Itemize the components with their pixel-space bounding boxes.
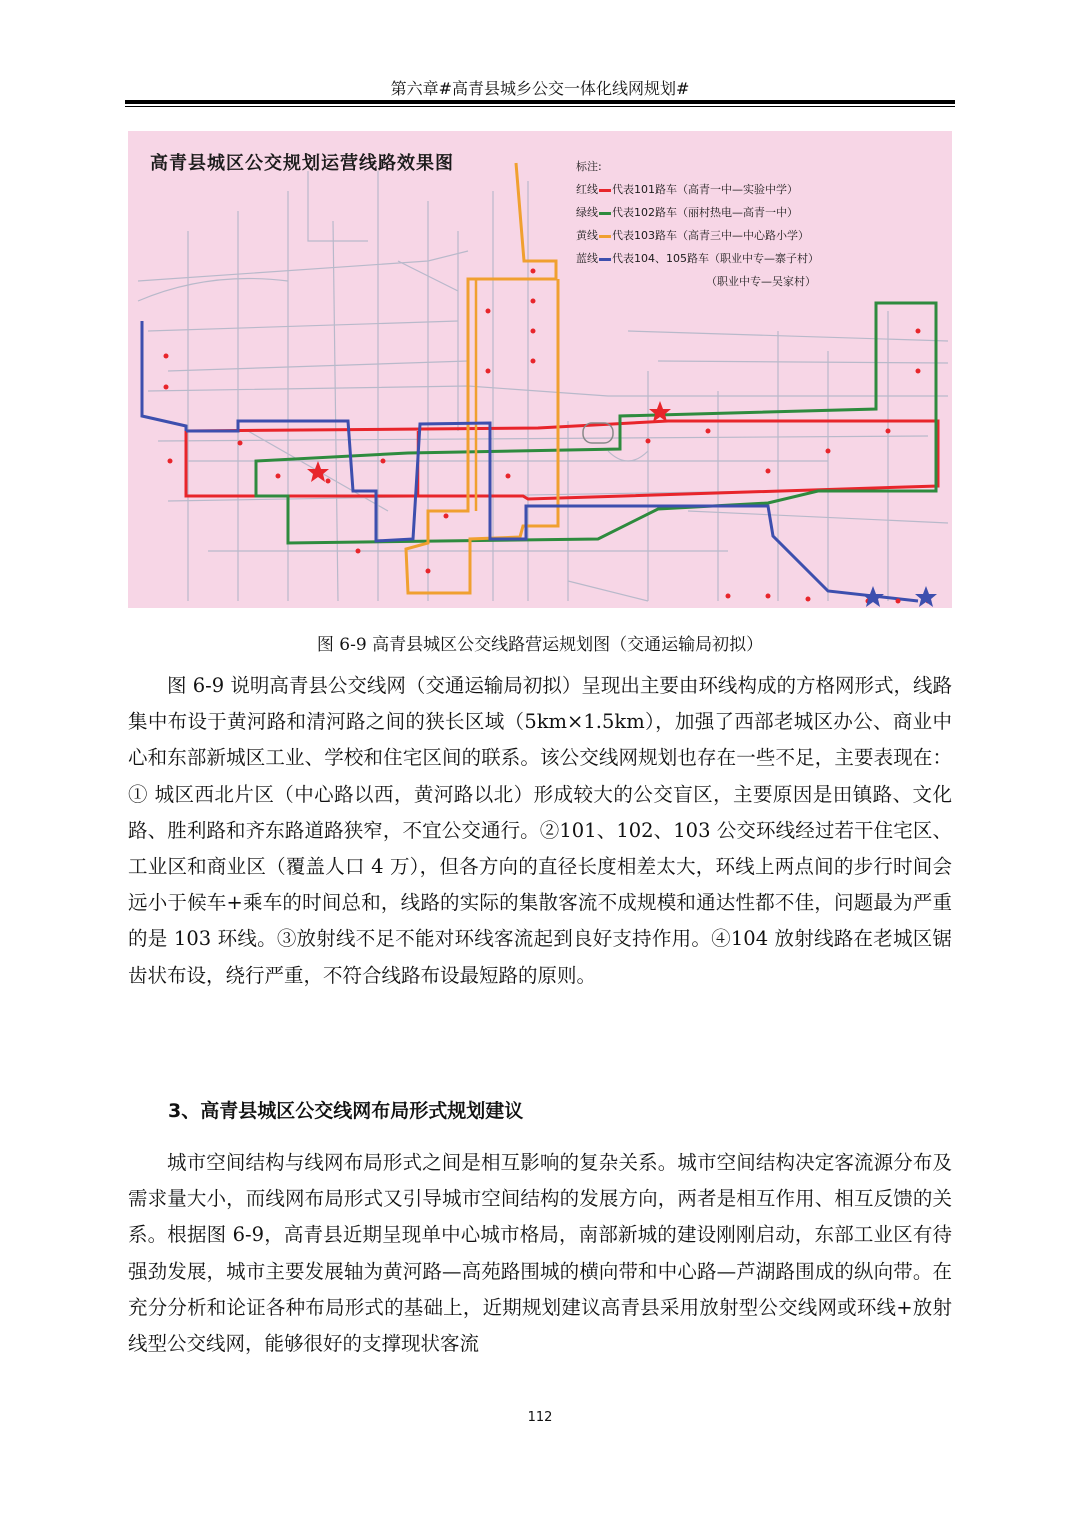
route-104-line [142, 321, 186, 431]
header-rule-thin [125, 106, 955, 107]
legend-prefix: 蓝线 [576, 252, 598, 265]
orange-swatch-icon [599, 235, 611, 238]
header-rule-thick [125, 100, 955, 104]
legend-heading: 标注: [576, 160, 602, 173]
map-legend [576, 155, 819, 293]
red-swatch-icon [599, 189, 611, 192]
legend-prefix: 黄线 [576, 229, 598, 242]
legend-prefix: 绿线 [576, 206, 598, 219]
green-swatch-icon [599, 212, 611, 215]
body-paragraph-2: 城市空间结构与线网布局形式之间是相互影响的复杂关系。城市空间结构决定客流源分布及需求量大小，而线网布局形式又引导城市空间结构的发展方向，两者是相互作用、相互反馈的关系。根据图 6-9，高青县近期呈现单中心城市格局，南部新城的建设刚刚启动，东部工业区有待强劲发展，城市主要发展轴为黄河路—高苑路围城的横向带和中心路—芦湖路围成的纵向带。在充分分析和论证各种布局形式的基础上，近期规划建议高青县采用放射型公交线网或环线+放射线型公交线网，能够很好的支撑现状客流 [128, 1151, 952, 1356]
route-103-line [406, 163, 558, 593]
stop-markers [164, 269, 931, 604]
body-paragraph-1: 图 6-9 说明高青县公交线网（交通运输局初拟）呈现出主要由环线构成的方格网形式，线路集中布设于黄河路和清河路之间的狭长区域（5km×1.5km），加强了西部老城区办公、商业中心和东部新城区工业、学校和住宅区间的联系。该公交线网规划也存在一些不足，主要表现在：① 城区西北片区（中心路以西，黄河路以北）形成较大的公交盲区，主要原因是田镇路、文化路、胜利路和齐东路道路狭窄，不宜公交通行。②101、102、103 公交环线经过若干住宅区、工业区和商业区（覆盖人口 4 万），但各方向的直径长度相差太大，环线上两点间的步行时间会远小于候车+乘车的时间总和，线路的实际的集散客流不成规模和通达性都不佳，问题最为严重的是 103 环线。③放射线不足不能对环线客流起到良好支持作用。④104 放射线路在老城区锯齿状布设，绕行严重，不符合线路布设最短路的原则。 [128, 674, 952, 987]
legend-text: 代表101路车（高青一中—实验中学） [612, 183, 798, 196]
figure-caption: 图 6-9 高青县城区公交线路营运规划图（交通运输局初拟） [316, 635, 764, 655]
legend-text: 代表103路车（高青三中—中心路小学） [612, 229, 809, 242]
road-network [138, 171, 948, 601]
running-header: 第六章#高青县城乡公交一体化线网规划# [390, 79, 690, 98]
route-105-line [186, 421, 918, 601]
legend-item-101 [576, 178, 819, 201]
legend-extra: （职业中专—吴家村） [706, 275, 816, 288]
map-title: 高青县城区公交规划运营线路效果图 [150, 153, 454, 174]
legend-prefix: 红线 [576, 183, 598, 196]
legend-item-103 [576, 224, 819, 247]
terminal-markers [862, 586, 937, 607]
bus-route-map [128, 131, 952, 608]
legend-text: 代表102路车（丽村热电—高青一中） [612, 206, 798, 219]
legend-item-102 [576, 201, 819, 224]
section-heading: 3、高青县城区公交线网布局形式规划建议 [168, 1100, 524, 1122]
legend-item-104-105 [576, 247, 819, 270]
map-drawing [128, 131, 952, 608]
legend-text: 代表104、105路车（职业中专—寨子村） [612, 252, 819, 265]
blue-swatch-icon [599, 258, 611, 261]
page-number: 112 [527, 1410, 553, 1425]
